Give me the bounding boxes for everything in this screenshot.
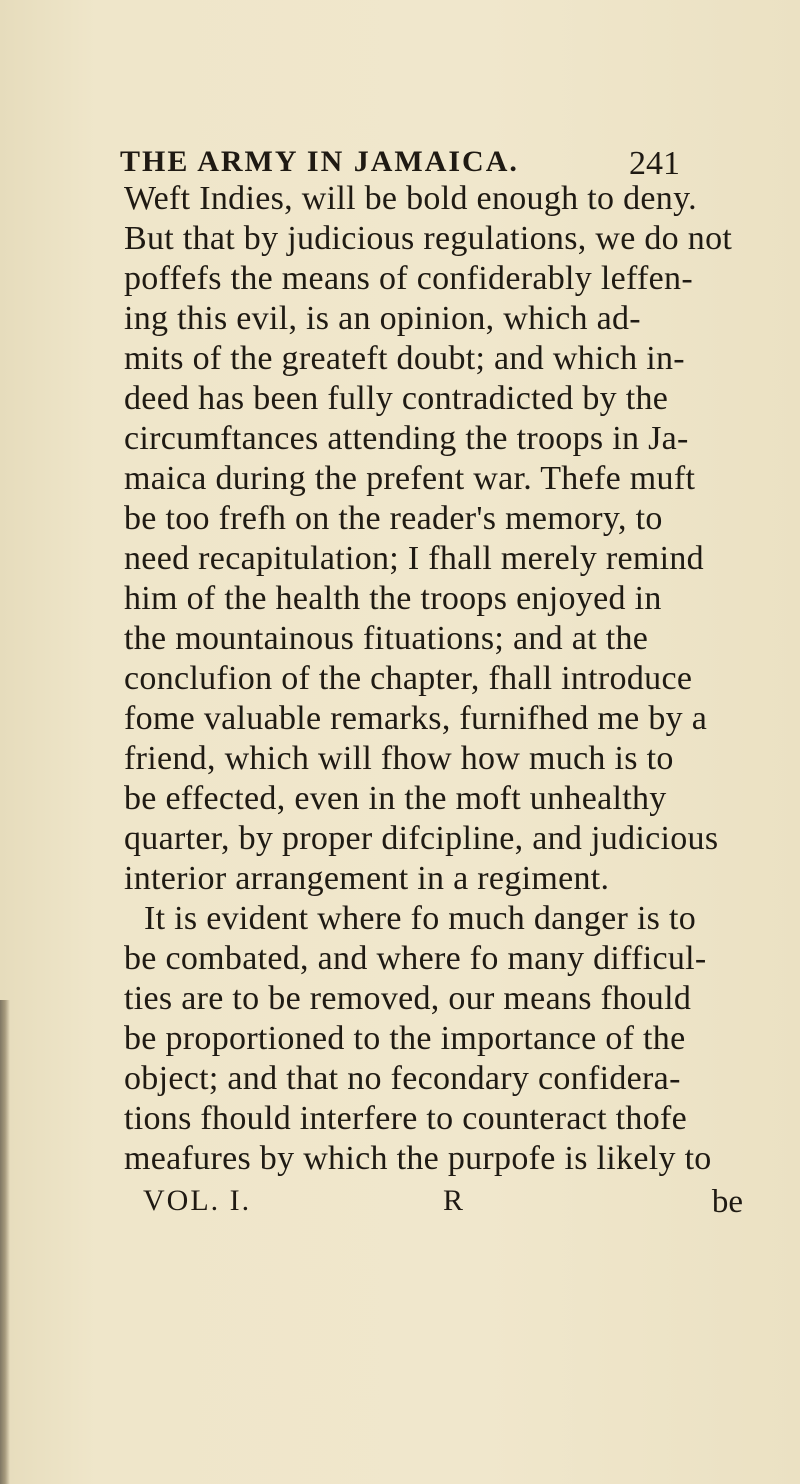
text-line: him of the health the troops enjoyed in	[124, 580, 662, 617]
text-line: But that by judicious regulations, we do not	[124, 220, 733, 257]
text-line: be too frefh on the reader's memory, to	[124, 500, 663, 537]
text-line: object; and that no fecondary confidera-	[124, 1060, 681, 1097]
text-line: meafures by which the purpofe is likely to	[124, 1140, 712, 1177]
running-header	[120, 145, 680, 185]
text-line: fome valuable remarks, furnifhed me by a	[124, 700, 708, 737]
text-line: tions fhould interfere to counteract thofe	[124, 1100, 688, 1137]
page-number: 241	[629, 145, 680, 182]
text-line: ing this evil, is an opinion, which ad-	[124, 300, 641, 337]
text-line: ties are to be removed, our means fhould	[124, 980, 692, 1017]
text-line: need recapitulation; I fhall merely remind	[124, 540, 704, 577]
signature-mark: R	[443, 1184, 464, 1217]
text-line: circumftances attending the troops in Ja-	[124, 420, 689, 457]
text-line: mits of the greateft doubt; and which in-	[124, 340, 685, 377]
text-line: poffefs the means of confiderably leffen-	[124, 260, 693, 297]
text-line: friend, which will fhow how much is to	[124, 740, 674, 777]
text-line: Weft Indies, will be bold enough to deny.	[124, 180, 697, 217]
page-binding-shadow	[0, 1000, 10, 1484]
text-line: conclufion of the chapter, fhall introduce	[124, 660, 693, 697]
text-line: It is evident where fo much danger is to	[144, 900, 697, 937]
text-line: be proportioned to the importance of the	[124, 1020, 686, 1057]
text-line: be effected, even in the moft unhealthy	[124, 780, 667, 817]
text-line: be combated, and where fo many difficul-	[124, 940, 707, 977]
text-line: deed has been fully contradicted by the	[124, 380, 669, 417]
text-line: quarter, by proper difcipline, and judicious	[124, 820, 719, 857]
volume-mark: VOL. I.	[143, 1184, 252, 1217]
catchword: be	[711, 1184, 743, 1220]
text-line: interior arrangement in a regiment.	[124, 860, 610, 897]
running-title: THE ARMY IN JAMAICA.	[120, 145, 519, 178]
text-line: maica during the prefent war. Thefe muft	[124, 460, 696, 497]
page-footer	[143, 1184, 743, 1224]
text-line: the mountainous fituations; and at the	[124, 620, 649, 657]
